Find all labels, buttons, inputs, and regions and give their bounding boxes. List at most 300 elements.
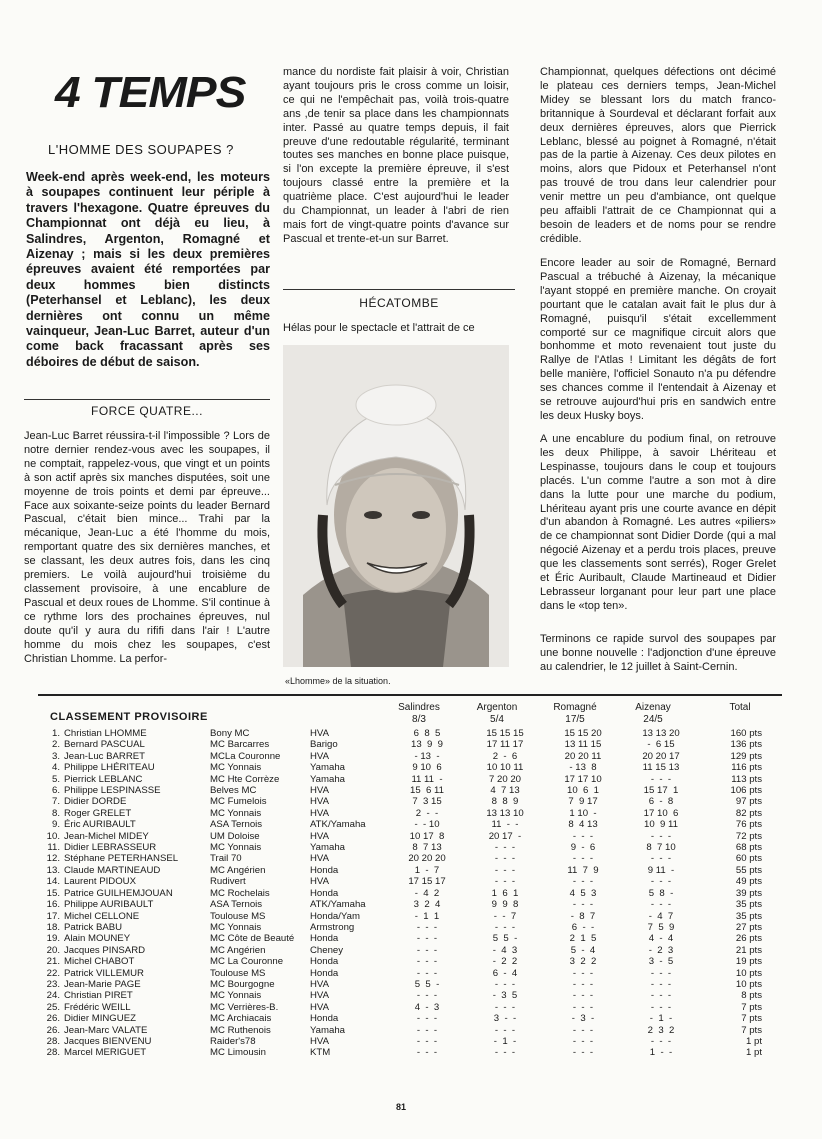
cell-e3: 3 2 2: [569, 956, 597, 968]
cell-e2: - - -: [494, 1024, 516, 1036]
cell-e4: - 1 -: [649, 1013, 673, 1025]
cell-pos: 23.: [46, 978, 60, 990]
cell-name: Jean-Marc VALATE: [64, 1024, 148, 1036]
table-row: [38, 956, 782, 967]
table-row: [38, 762, 782, 773]
cell-e1: 3 2 4: [413, 899, 441, 911]
cell-club: MC Rochelais: [210, 887, 270, 899]
cell-e2: 8 8 9: [491, 796, 519, 808]
cell-club: Raider's78: [210, 1035, 256, 1047]
column3-text: Championnat, quelques défections ont décimé le plateau ces derniers temps, Jean-Michel Midey se blessant lors du match franco-britannique à Sourdeval et déclarant forfait aux deux dernières épreuves, alors que Pierrick Leblanc, blessé au poignet à Romagné, n'était pas de la partie à Aizenay. Ces deux pilotes en moins, alors que Pidoux et Peterhansel n'ont pas trouvé de trou dans leur calendrier pour venir mettre un peu d'ambiance, ont quelque peu affaibli l'attrait de ce Championnat qui a besoin de leaders et de noms pour se rendre crédible.: [540, 66, 776, 245]
table-row: [38, 1025, 782, 1036]
cell-e4: - - -: [650, 773, 672, 785]
cell-e4: - - -: [650, 830, 672, 842]
section-text-hecatombe: Hélas pour le spectacle et l'attrait de ce: [283, 322, 475, 334]
cell-club: ASA Ternois: [210, 819, 263, 831]
cell-e3: 17 17 10: [564, 773, 602, 785]
cell-pos: 28.: [46, 1047, 60, 1059]
cell-pos: 28.: [46, 1035, 60, 1047]
cell-total: 19 pts: [735, 956, 762, 968]
table-row: [38, 933, 782, 944]
cell-e2: 1 6 1: [491, 887, 519, 899]
cell-pos: 6.: [51, 785, 60, 797]
cell-total: 10 pts: [735, 978, 762, 990]
cell-e1: 11 11 -: [411, 773, 443, 785]
cell-e4: - - -: [650, 990, 672, 1002]
cell-e3: - - -: [572, 1047, 594, 1059]
cell-moto: HVA: [310, 807, 330, 819]
cell-name: Éric AURIBAULT: [64, 819, 136, 831]
cell-moto: HVA: [310, 990, 330, 1002]
cell-e1: - - -: [416, 990, 438, 1002]
cell-e2: 5 5 -: [492, 933, 518, 945]
cell-e4: - - -: [650, 1001, 672, 1013]
cell-club: MC Yonnais: [210, 921, 262, 933]
cell-moto: HVA: [310, 853, 330, 865]
cell-moto: ATK/Yamaha: [310, 819, 366, 831]
cell-e3: - - -: [572, 853, 594, 865]
section-title-force-quatre: FORCE QUATRE...: [91, 404, 203, 418]
table-row: [38, 796, 782, 807]
cell-e2: - 1 -: [493, 1035, 517, 1047]
cell-total: 39 pts: [735, 887, 762, 899]
table-row: [38, 819, 782, 830]
table-row: [38, 899, 782, 910]
cell-e3: - - -: [572, 967, 594, 979]
cell-name: Roger GRELET: [64, 807, 132, 819]
cell-moto: Honda: [310, 933, 339, 945]
cell-e2: 4 7 13: [490, 785, 520, 797]
cell-pos: 14.: [46, 876, 60, 888]
cell-club: MC Verrières-B.: [210, 1001, 279, 1013]
cell-e1: - - -: [416, 1024, 438, 1036]
cell-moto: KTM: [310, 1047, 331, 1059]
cell-club: MC La Couronne: [210, 956, 284, 968]
cell-e2: - - -: [494, 842, 516, 854]
cell-name: Christian PIRET: [64, 990, 133, 1002]
cell-e3: 4 5 3: [569, 887, 597, 899]
cell-pos: 13.: [46, 864, 60, 876]
cell-pos: 8.: [51, 807, 60, 819]
cell-e3: 10 6 1: [566, 785, 599, 797]
column2-text: mance du nordiste fait plaisir à voir, Christian ayant toujours pris le cross comme un loisir, ce qui ne l'empêchait pas, voilà trois-quatre ans ,de tenir sa place dans les championnats inter. Passé au quatre temps depuis, il fait preuve d'une redoutable régularité, terminant toutes ses manches en bonne place puisque, si l'on excepte la première épreuve, il s'est toujours classé entre la première et la quatrième place. C'est aujourd'hui le leader du Championnat, un leader à l'abri de rien mais fort de vingt-quatre points d'avance sur Pascual et trente-et-un sur Barret.: [283, 66, 509, 245]
cell-e2: - 2 2: [492, 956, 518, 968]
cell-club: MC Archiacais: [210, 1013, 272, 1025]
cell-club: MC Limousin: [210, 1047, 266, 1059]
cell-e1: - - -: [416, 933, 438, 945]
cell-e4: 20 20 17: [642, 750, 680, 762]
cell-name: Laurent PIDOUX: [64, 876, 136, 888]
cell-total: 1 pt: [745, 1035, 762, 1047]
cell-pos: 24.: [46, 990, 60, 1002]
divider: [283, 289, 515, 290]
column3-paragraph-2: Encore leader au soir de Romagné, Bernard Pascual a trébuché à Aizenay, la mécanique l'ayant stoppé en première manche. On croyait pourtant que le catalan avait fait le plus dur à Romagné, puisqu'il s'était excellemment comporté sur ce magnifique circuit alors que bonhomme et moto revenaient tout juste du Rallye de l'Atlas ! Limitant les dégâts de fort belle manière, l'officiel Sonauto n'a pu défendre ses chances comme il l'entendait à Aizenay et se retrouve aujourd'hui pris en sandwich entre les deux Husky boys.: [540, 257, 776, 422]
cell-club: MC Côte de Beauté: [210, 933, 295, 945]
cell-e3: 13 11 15: [564, 739, 602, 751]
cell-name: Jean-Luc BARRET: [64, 750, 146, 762]
cell-e3: - - -: [572, 876, 594, 888]
cell-name: Didier LEBRASSEUR: [64, 842, 157, 854]
cell-name: Didier MINGUEZ: [64, 1013, 136, 1025]
cell-e2: - - -: [494, 1047, 516, 1059]
cell-e3: 5 - 4: [570, 944, 596, 956]
cell-e4: - - -: [650, 967, 672, 979]
cell-e1: - 4 2: [414, 887, 440, 899]
cell-moto: Yamaha: [310, 1024, 346, 1036]
cell-name: Bernard PASCUAL: [64, 739, 145, 751]
cell-e4: 4 - 4: [648, 933, 674, 945]
cell-e1: - 13 -: [414, 750, 440, 762]
cell-e1: - - -: [416, 944, 438, 956]
cell-e4: 10 9 11: [644, 819, 678, 831]
cell-e1: 4 - 3: [414, 1001, 440, 1013]
cell-e3: 15 15 20: [564, 728, 602, 739]
cell-club: MC Hte Corrèze: [210, 773, 280, 785]
table-row: [38, 1047, 782, 1058]
event-header-2: Argenton 5/4: [476, 702, 518, 725]
cell-total: 160 pts: [730, 728, 762, 739]
cell-e1: 13 9 9: [410, 739, 443, 751]
table-row: [38, 990, 782, 1001]
cell-club: MC Yonnais: [210, 842, 262, 854]
cell-club: MC Yonnais: [210, 762, 262, 774]
cell-total: 7 pts: [741, 1024, 762, 1036]
table-row: [38, 1013, 782, 1024]
cell-pos: 2.: [51, 739, 60, 751]
cell-e2: 2 - 6: [492, 750, 518, 762]
cell-moto: Honda/Yam: [310, 910, 360, 922]
cell-e2: - - -: [494, 978, 516, 990]
cell-e1: 7 3 15: [412, 796, 442, 808]
cell-e2: 7 20 20: [488, 773, 521, 785]
cell-e1: 10 17 8: [409, 830, 445, 842]
cell-e2: - - -: [494, 1001, 516, 1013]
cell-total: 136 pts: [730, 739, 762, 751]
cell-pos: 18.: [46, 921, 60, 933]
column3-paragraph-3: A une encablure du podium final, on retrouve les deux Philippe, à savoir Lhériteau et Lespinasse, toujours dans le coup et toujours placés. L'un comme l'autre a son mot à dire dans la lutte pour une marche du podium, Lhériteau ayant pris une courte avance en dépit d'un abandon à Romagné. Les autres «piliers» de ce championnat sont Didier Dorde (qui a mal négocié Aizenay et a perdu trois places, preuve que les classements sont serrés), Roger Grelet et Éric Auribault, Claude Martineaud et Didier Lebrasseur lorganant pour leur part une place dans le «top ten».: [540, 433, 776, 612]
cell-club: Toulouse MS: [210, 967, 266, 979]
cell-e2: 3 - -: [493, 1013, 517, 1025]
cell-e4: 15 17 1: [643, 785, 679, 797]
cell-club: Bony MC: [210, 728, 250, 739]
cell-moto: Honda: [310, 1013, 339, 1025]
cell-total: 76 pts: [735, 819, 762, 831]
cell-pos: 3.: [51, 750, 60, 762]
event-header-1: Salindres 8/3: [398, 702, 440, 725]
cell-e4: - - -: [650, 899, 672, 911]
cell-e4: 17 10 6: [643, 807, 679, 819]
cell-e2: 13 13 10: [486, 807, 524, 819]
cell-e3: - - -: [572, 1035, 594, 1047]
cell-e1: 8 7 13: [412, 842, 442, 854]
cell-club: UM Doloise: [210, 830, 260, 842]
cell-e2: 20 17 -: [488, 830, 522, 842]
portrait-photo: [283, 345, 509, 667]
cell-e1: - - -: [416, 1047, 438, 1059]
cell-total: 35 pts: [735, 910, 762, 922]
cell-e2: 6 - 4: [492, 967, 518, 979]
cell-total: 55 pts: [735, 864, 762, 876]
cell-e4: 7 5 9: [647, 921, 675, 933]
cell-pos: 20.: [46, 944, 60, 956]
cell-e2: - - -: [494, 853, 516, 865]
cell-e2: - - 7: [493, 910, 517, 922]
cell-name: Claude MARTINEAUD: [64, 864, 161, 876]
cell-club: MC Angérien: [210, 864, 266, 876]
article-title: 4 TEMPS: [55, 68, 246, 117]
cell-name: Patrice GUILHEMJOUAN: [64, 887, 173, 899]
cell-e1: 5 5 -: [414, 978, 440, 990]
photo-caption: «Lhomme» de la situation.: [285, 676, 391, 686]
cell-name: Michel CELLONE: [64, 910, 140, 922]
cell-e3: - - -: [572, 830, 594, 842]
cell-pos: 9.: [51, 819, 60, 831]
cell-e4: 2 3 2: [647, 1024, 675, 1036]
cell-e4: 9 11 -: [647, 864, 675, 876]
cell-club: MC Angérien: [210, 944, 266, 956]
cell-pos: 17.: [46, 910, 60, 922]
table-row: [38, 979, 782, 990]
cell-e2: 17 11 17: [486, 739, 524, 751]
cell-total: 26 pts: [735, 933, 762, 945]
table-row: [38, 774, 782, 785]
cell-total: 113 pts: [731, 773, 762, 785]
cell-e1: 17 15 17: [408, 876, 446, 888]
table-row: [38, 968, 782, 979]
cell-e3: 11 7 9: [567, 864, 599, 876]
section-title-hecatombe: HÉCATOMBE: [359, 296, 439, 310]
cell-total: 27 pts: [735, 921, 762, 933]
cell-e3: 2 1 5: [569, 933, 597, 945]
cell-total: 7 pts: [741, 1013, 762, 1025]
cell-e1: - - -: [416, 921, 438, 933]
article-subtitle: L'HOMME DES SOUPAPES ?: [48, 142, 234, 157]
cell-e3: 20 20 11: [564, 750, 602, 762]
cell-e1: 20 20 20: [408, 853, 446, 865]
cell-moto: Armstrong: [310, 921, 355, 933]
cell-moto: HVA: [310, 830, 330, 842]
cell-e4: - 6 15: [647, 739, 675, 751]
table-row: [38, 808, 782, 819]
cell-name: Didier DORDE: [64, 796, 127, 808]
cell-e3: - 13 8: [569, 762, 597, 774]
cell-e2: 10 10 11: [486, 762, 524, 774]
cell-total: 1 pt: [745, 1047, 762, 1059]
table-row: [38, 853, 782, 864]
cell-name: Pierrick LEBLANC: [64, 773, 143, 785]
cell-moto: Yamaha: [310, 842, 346, 854]
cell-e2: - - -: [494, 876, 516, 888]
table-row: [38, 1036, 782, 1047]
cell-e3: 8 4 13: [568, 819, 598, 831]
cell-moto: Honda: [310, 887, 339, 899]
cell-pos: 21.: [46, 956, 60, 968]
table-title: CLASSEMENT PROVISOIRE: [50, 711, 208, 723]
cell-pos: 5.: [51, 773, 60, 785]
cell-club: MC Yonnais: [210, 990, 262, 1002]
table-row: [38, 728, 782, 739]
cell-e3: 9 - 6: [570, 842, 596, 854]
cell-club: MC Yonnais: [210, 807, 262, 819]
cell-club: MC Bourgogne: [210, 978, 275, 990]
column3-paragraph-4: Terminons ce rapide survol des soupapes par une bonne nouvelle : l'adjonction d'une épreuve au calendrier, le 12 juillet à Saint-Cernin.: [540, 633, 776, 673]
cell-e4: - 2 3: [648, 944, 674, 956]
cell-total: 82 pts: [735, 807, 762, 819]
cell-moto: Honda: [310, 864, 339, 876]
cell-pos: 22.: [46, 967, 60, 979]
table-row: [38, 876, 782, 887]
cell-club: MC Ruthenois: [210, 1024, 271, 1036]
cell-pos: 25.: [46, 1001, 60, 1013]
table-row: [38, 739, 782, 750]
cell-e1: - - -: [416, 1035, 438, 1047]
cell-total: 8 pts: [741, 990, 762, 1002]
cell-e4: - - -: [650, 978, 672, 990]
cell-e3: - - -: [572, 1001, 594, 1013]
cell-e3: - 3 -: [571, 1013, 595, 1025]
cell-e2: 15 15 15: [486, 728, 524, 739]
cell-moto: HVA: [310, 1035, 330, 1047]
cell-e2: - 3 5: [492, 990, 518, 1002]
cell-moto: Barigo: [310, 739, 338, 751]
cell-e4: - 4 7: [648, 910, 674, 922]
cell-pos: 26.: [46, 1013, 60, 1025]
cell-name: Philippe LHÉRITEAU: [64, 762, 155, 774]
cell-name: Christian LHOMME: [64, 728, 147, 739]
cell-pos: 10.: [46, 830, 60, 842]
cell-e2: - - -: [494, 864, 516, 876]
cell-e3: 1 10 -: [569, 807, 597, 819]
cell-name: Philippe AURIBAULT: [64, 899, 154, 911]
cell-e1: 2 - -: [415, 807, 439, 819]
cell-e4: - - -: [650, 876, 672, 888]
cell-e4: 13 13 20: [642, 728, 680, 739]
cell-total: 72 pts: [735, 830, 762, 842]
event-header-3: Romagné 17/5: [553, 702, 597, 725]
cell-e1: - - 10: [414, 819, 440, 831]
cell-e1: - - -: [416, 956, 438, 968]
cell-pos: 7.: [51, 796, 60, 808]
cell-moto: HVA: [310, 1001, 330, 1013]
table-row: [38, 842, 782, 853]
cell-e4: - - -: [650, 853, 672, 865]
cell-total: 35 pts: [735, 899, 762, 911]
cell-pos: 19.: [46, 933, 60, 945]
table-row: [38, 751, 782, 762]
cell-moto: Cheney: [310, 944, 344, 956]
cell-pos: 12.: [46, 853, 60, 865]
cell-e2: 9 9 8: [491, 899, 519, 911]
cell-total: 10 pts: [735, 967, 762, 979]
cell-total: 21 pts: [735, 944, 762, 956]
cell-name: Frédéric WEILL: [64, 1001, 131, 1013]
cell-e1: 6 8 5: [413, 728, 441, 739]
cell-name: Patrick BABU: [64, 921, 123, 933]
cell-name: Alain MOUNEY: [64, 933, 131, 945]
cell-moto: Yamaha: [310, 773, 346, 785]
table-row: [38, 865, 782, 876]
table-row: [38, 911, 782, 922]
event-header-4: Aizenay 24/5: [635, 702, 671, 725]
cell-club: Toulouse MS: [210, 910, 266, 922]
cell-pos: 11.: [47, 842, 60, 854]
cell-name: Jacques BIENVENU: [64, 1035, 152, 1047]
cell-name: Jean-Marie PAGE: [64, 978, 141, 990]
cell-club: MC Fumelois: [210, 796, 267, 808]
page-number: 81: [396, 1102, 407, 1112]
cell-club: MCLa Couronne: [210, 750, 281, 762]
cell-total: 106 pts: [730, 785, 762, 797]
cell-e4: 3 - 5: [648, 956, 674, 968]
cell-e4: 6 - 8: [648, 796, 674, 808]
cell-pos: 15.: [46, 887, 60, 899]
cell-moto: HVA: [310, 978, 330, 990]
cell-e3: - - -: [572, 978, 594, 990]
table-row: [38, 945, 782, 956]
table-row: [38, 888, 782, 899]
cell-pos: 1.: [51, 728, 60, 739]
cell-pos: 4.: [51, 762, 60, 774]
cell-total: 49 pts: [735, 876, 762, 888]
cell-name: Michel CHABOT: [64, 956, 135, 968]
cell-name: Stéphane PETERHANSEL: [64, 853, 179, 865]
cell-pos: 16.: [46, 899, 60, 911]
cell-pos: 26.: [46, 1024, 60, 1036]
cell-moto: ATK/Yamaha: [310, 899, 366, 911]
cell-moto: Yamaha: [310, 762, 346, 774]
total-header: Total: [729, 702, 751, 713]
table-row: [38, 831, 782, 842]
cell-club: Belves MC: [210, 785, 257, 797]
cell-total: 97 pts: [735, 796, 762, 808]
cell-name: Jacques PINSARD: [64, 944, 146, 956]
cell-name: Marcel MERIGUET: [64, 1047, 147, 1059]
cell-e3: - - -: [572, 990, 594, 1002]
cell-e4: - - -: [650, 1035, 672, 1047]
cell-moto: HVA: [310, 785, 330, 797]
cell-e3: - 8 7: [570, 910, 596, 922]
divider: [24, 399, 270, 400]
cell-e4: 11 15 13: [642, 762, 680, 774]
cell-e4: 5 8 -: [648, 887, 674, 899]
cell-e1: 9 10 6: [412, 762, 442, 774]
section-text-force-quatre: Jean-Luc Barret réussira-t-il l'impossible ? Lors de notre dernier rendez-vous avec les soupapes, il ne comptait, rappelez-vous, que vingt et un points à son actif après six manches disputées, soit une moyenne de trois points et demi par épreuve... Face aux soixante-seize points du leader Bernard Pascual, c'était bien mince... Trahi par la mécanique, Jean-Luc a été l'homme du mois, remportant quatre des six dernières manches, et se classant, les deux autres fois, dans les cinq premiers. Le voilà aujourd'hui troisième du classement provisoire, à une encablure de Pascual et deux roues de Lhomme. S'il continue à ce rythme lors des prochaines épreuves, nul doute qu'il y aura du rififi dans l'air ! L'autre homme du mois chez les soupapes, c'est Christian Lhomme. La perfor-: [24, 430, 270, 665]
cell-name: Jean-Michel MIDEY: [64, 830, 149, 842]
cell-e1: 1 - 7: [414, 864, 440, 876]
cell-e3: - - -: [572, 1024, 594, 1036]
cell-e1: - - -: [416, 967, 438, 979]
cell-club: Rudivert: [210, 876, 246, 888]
cell-total: 129 pts: [730, 750, 762, 762]
cell-e3: - - -: [572, 899, 594, 911]
table-row: [38, 785, 782, 796]
cell-moto: HVA: [310, 728, 330, 739]
cell-e1: - 1 1: [414, 910, 440, 922]
cell-total: 60 pts: [735, 853, 762, 865]
cell-moto: HVA: [310, 876, 330, 888]
table-row: [38, 1002, 782, 1013]
cell-name: Philippe LESPINASSE: [64, 785, 161, 797]
cell-total: 116 pts: [731, 762, 762, 774]
cell-moto: HVA: [310, 750, 330, 762]
table-row: [38, 922, 782, 933]
cell-e4: 8 7 10: [646, 842, 676, 854]
standings-rows: [38, 728, 782, 1059]
cell-e3: 6 - -: [571, 921, 595, 933]
cell-total: 7 pts: [741, 1001, 762, 1013]
cell-club: MC Barcarres: [210, 739, 270, 751]
cell-club: ASA Ternois: [210, 899, 263, 911]
